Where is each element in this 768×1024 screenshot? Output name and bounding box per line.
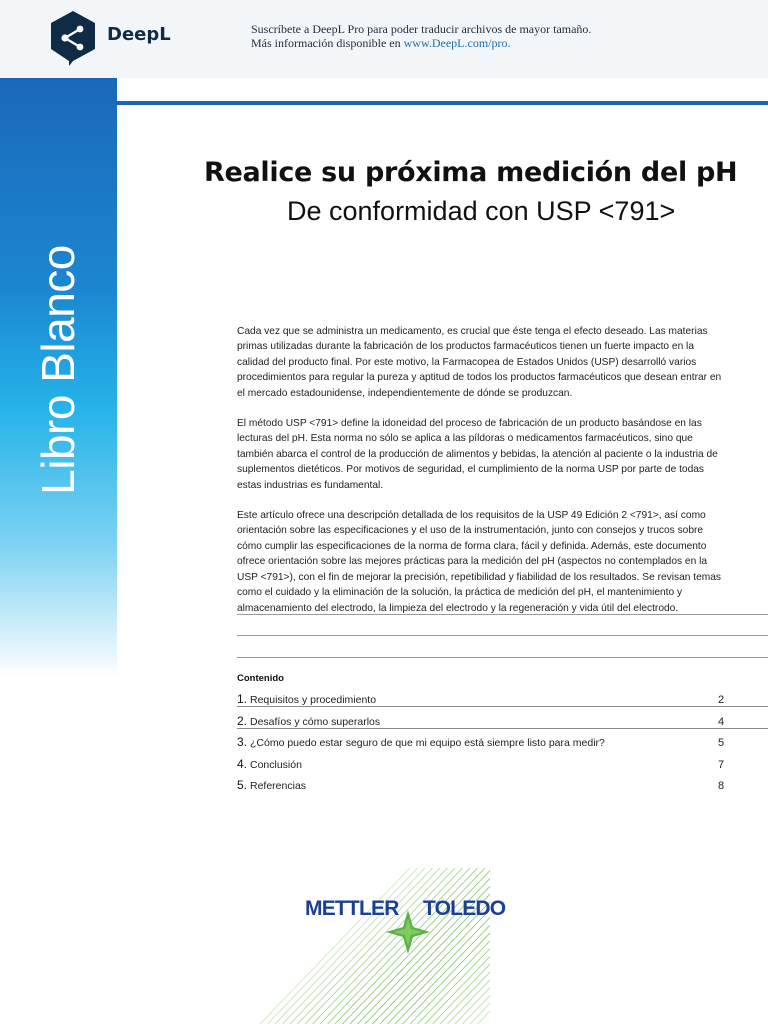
divider-3 [237, 657, 768, 658]
banner-line-2-prefix: Más información disponible en [251, 36, 404, 50]
page-title: Realice su próxima medición del pH [204, 157, 738, 188]
paragraph-1: Cada vez que se administra un medicamento, es crucial que éste tenga el efecto deseado. Las materias primas utilizadas durante la fabricación de los productos farmacéuticos tienen un fuerte impacto en la calidad del producto final. Por este motivo, la Farmacopea de Estados Unidos (USP) desarrolló varios procedimientos para regular la pureza y aptitud de todos los productos farmacéuticos que desean entrar en el mercado estadounidense, independientemente de dónde se produzcan. [237, 326, 722, 399]
toc-item-number: 5. [237, 778, 248, 793]
divider-1 [237, 614, 768, 615]
toc-item[interactable] [237, 712, 768, 734]
banner-line-1: Suscríbete a DeepL Pro para poder traducir archivos de mayor tamaño. [251, 22, 592, 36]
toc-item-rule [237, 706, 768, 707]
toc-item-rule [237, 728, 768, 729]
toc-item-page: 7 [718, 758, 725, 771]
toc-item-page: 4 [718, 715, 725, 728]
sidebar-title: Libro Blanco [32, 245, 84, 495]
page-subtitle: De conformidad con USP <791> [287, 196, 676, 226]
banner-message [251, 22, 591, 50]
toc-item-label: Conclusión [250, 758, 302, 771]
deepl-pro-link[interactable]: www.DeepL.com/pro. [403, 36, 511, 50]
paragraph-2: El método USP <791> define la idoneidad del proceso de fabricación de un producto basándose en las lecturas del pH. Esta norma no sólo se aplica a las píldoras o medicamentos farmacéuticos, sino que también abarca el control de la producción de alimentos y bebidas, la atención al paciente o la industria de suplementos dietéticos. Por motivos de seguridad, el cumplimiento de la norma USP por parte de todas estas industrias es fundamental. [237, 418, 718, 491]
toc-item-page: 5 [718, 737, 725, 750]
header-rule [117, 101, 768, 105]
divider-2 [237, 635, 768, 636]
deepl-banner [0, 0, 768, 78]
body-text [237, 324, 729, 631]
table-of-contents [237, 690, 768, 798]
toc-item-page: 2 [718, 694, 725, 706]
toc-item-number: 3. [237, 735, 248, 750]
logo-mettler: METTLER [305, 897, 399, 920]
banner-line-2 [251, 36, 591, 50]
toc-item[interactable] [237, 733, 768, 755]
toc-item[interactable] [237, 776, 768, 798]
toc-item-label: Referencias [250, 780, 307, 793]
toc-item-number: 4. [237, 756, 248, 771]
logo-toledo: TOLEDO [423, 897, 506, 920]
deepl-wordmark[interactable]: DeepL [107, 24, 171, 45]
logo-stripes-icon [240, 868, 490, 1024]
toc-heading: Contenido [237, 673, 284, 684]
toc-item-label: Desafíos y cómo superarlos [250, 715, 381, 728]
toc-item-label: Requisitos y procedimiento [250, 694, 377, 706]
sidebar-band [0, 78, 117, 678]
toc-item-number: 1. [237, 692, 248, 706]
toc-item[interactable] [237, 755, 768, 777]
toc-item-label: ¿Cómo puedo estar seguro de que mi equipo está siempre listo para medir? [250, 737, 605, 750]
toc-item-number: 2. [237, 713, 248, 728]
toc-item-page: 8 [718, 780, 725, 793]
toc-item[interactable] [237, 690, 768, 712]
paragraph-3: Este artículo ofrece una descripción detallada de los requisitos de la USP 49 Edición 2 <791>, así como orientación sobre las especificaciones y el uso de la instrumentación, junto con consejos y trucos sobre cómo cumplir las especificaciones de la norma de forma clara, fácil y definida. Además, este documento ofrece orientación sobre las mejores prácticas para la medición del pH (aspectos no contemplados en la USP <791>), con el fin de mejorar la precisión, repetibilidad y fiabilidad de los resultados. Se revisan temas como el cuidado y la eliminación de la solución, la práctica de medición del pH, el mantenimiento y almacenamiento del electrodo, la limpieza del electrodo y la regeneración y vida útil del electrodo. [237, 510, 721, 614]
deepl-logo-icon[interactable] [47, 9, 99, 67]
